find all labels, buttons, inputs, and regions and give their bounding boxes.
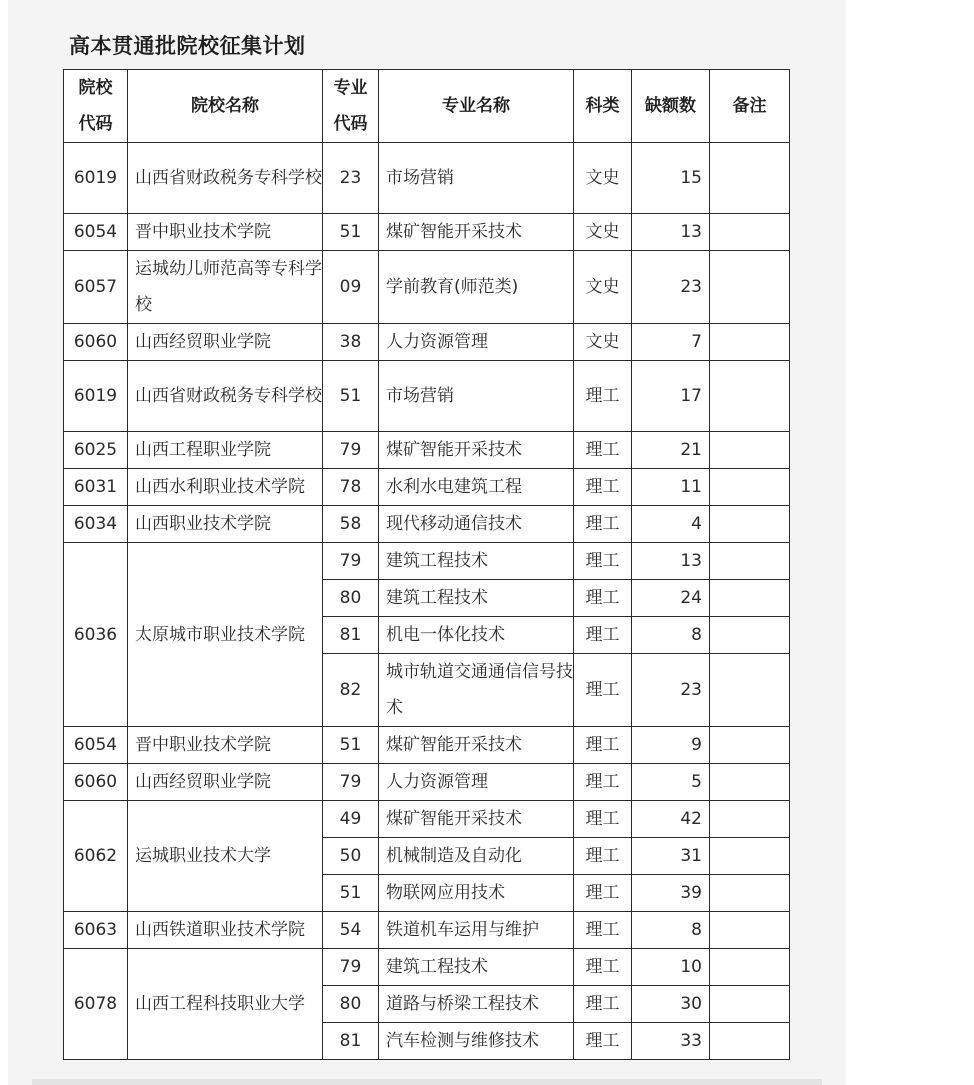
- category-cell: 文史: [574, 214, 632, 251]
- remark-cell: [710, 432, 790, 469]
- table-row: [64, 324, 790, 361]
- school-code-cell: 6062: [64, 801, 128, 912]
- category-cell: 理工: [574, 543, 632, 580]
- major-code-cell: 78: [323, 469, 379, 506]
- vacancy-cell: 7: [632, 324, 710, 361]
- category-cell: 理工: [574, 617, 632, 654]
- major-code-cell: 51: [323, 361, 379, 432]
- divider: [32, 1079, 822, 1085]
- category-cell: 文史: [574, 143, 632, 214]
- remark-cell: [710, 506, 790, 543]
- major-code-cell: 58: [323, 506, 379, 543]
- category-cell: 理工: [574, 764, 632, 801]
- vacancy-cell: 8: [632, 617, 710, 654]
- vacancy-cell: 10: [632, 949, 710, 986]
- table-row: [64, 801, 790, 838]
- major-code-cell: 23: [323, 143, 379, 214]
- table-row: [64, 506, 790, 543]
- school-code-cell: 6036: [64, 543, 128, 727]
- vacancy-cell: 21: [632, 432, 710, 469]
- major-name-cell: 煤矿智能开采技术: [379, 432, 574, 469]
- vacancy-cell: 13: [632, 543, 710, 580]
- header-major-code: 专业 代码: [323, 70, 379, 143]
- vacancy-cell: 13: [632, 214, 710, 251]
- major-code-cell: 51: [323, 214, 379, 251]
- major-name-cell: 人力资源管理: [379, 764, 574, 801]
- category-cell: 理工: [574, 949, 632, 986]
- major-name-cell: 铁道机车运用与维护: [379, 912, 574, 949]
- remark-cell: [710, 251, 790, 324]
- header-category: 科类: [574, 70, 632, 143]
- major-code-cell: 79: [323, 764, 379, 801]
- major-name-cell: 煤矿智能开采技术: [379, 727, 574, 764]
- category-cell: 文史: [574, 324, 632, 361]
- major-name-cell: 机电一体化技术: [379, 617, 574, 654]
- major-name-cell: 汽车检测与维修技术: [379, 1023, 574, 1060]
- vacancy-cell: 23: [632, 251, 710, 324]
- major-name-cell: 机械制造及自动化: [379, 838, 574, 875]
- school-code-cell: 6019: [64, 143, 128, 214]
- school-name-cell: 晋中职业技术学院: [128, 727, 323, 764]
- major-name-cell: 城市轨道交通通信信号技术: [379, 654, 574, 727]
- major-code-cell: 81: [323, 1023, 379, 1060]
- table-row: [64, 361, 790, 432]
- table-row: [64, 214, 790, 251]
- major-name-cell: 煤矿智能开采技术: [379, 214, 574, 251]
- school-name-cell: 山西水利职业技术学院: [128, 469, 323, 506]
- school-name-cell: 山西经贸职业学院: [128, 324, 323, 361]
- school-code-cell: 6025: [64, 432, 128, 469]
- major-code-cell: 38: [323, 324, 379, 361]
- school-name-cell: 山西省财政税务专科学校: [128, 143, 323, 214]
- vacancy-cell: 31: [632, 838, 710, 875]
- category-cell: 理工: [574, 361, 632, 432]
- major-code-cell: 51: [323, 875, 379, 912]
- school-code-cell: 6054: [64, 727, 128, 764]
- table-row: [64, 251, 790, 324]
- remark-cell: [710, 469, 790, 506]
- school-name-cell: 山西铁道职业技术学院: [128, 912, 323, 949]
- school-code-cell: 6057: [64, 251, 128, 324]
- header-school-code: 院校 代码: [64, 70, 128, 143]
- major-code-cell: 79: [323, 543, 379, 580]
- major-name-cell: 市场营销: [379, 361, 574, 432]
- major-code-cell: 49: [323, 801, 379, 838]
- major-code-cell: 80: [323, 986, 379, 1023]
- remark-cell: [710, 986, 790, 1023]
- category-cell: 理工: [574, 506, 632, 543]
- table-row: [64, 543, 790, 580]
- major-code-cell: 82: [323, 654, 379, 727]
- school-code-cell: 6060: [64, 764, 128, 801]
- category-cell: 理工: [574, 469, 632, 506]
- major-name-cell: 建筑工程技术: [379, 949, 574, 986]
- vacancy-cell: 42: [632, 801, 710, 838]
- major-code-cell: 54: [323, 912, 379, 949]
- vacancy-cell: 11: [632, 469, 710, 506]
- major-code-cell: 80: [323, 580, 379, 617]
- table-row: [64, 912, 790, 949]
- vacancy-cell: 17: [632, 361, 710, 432]
- vacancy-cell: 23: [632, 654, 710, 727]
- school-code-cell: 6054: [64, 214, 128, 251]
- header-vacancy: 缺额数: [632, 70, 710, 143]
- major-name-cell: 物联网应用技术: [379, 875, 574, 912]
- remark-cell: [710, 654, 790, 727]
- major-code-cell: 09: [323, 251, 379, 324]
- vacancy-cell: 9: [632, 727, 710, 764]
- vacancy-cell: 15: [632, 143, 710, 214]
- table-row: [64, 764, 790, 801]
- major-code-cell: 81: [323, 617, 379, 654]
- vacancy-cell: 4: [632, 506, 710, 543]
- table-header-row: [64, 70, 790, 143]
- school-code-cell: 6019: [64, 361, 128, 432]
- remark-cell: [710, 214, 790, 251]
- remark-cell: [710, 617, 790, 654]
- major-name-cell: 道路与桥梁工程技术: [379, 986, 574, 1023]
- school-name-cell: 山西经贸职业学院: [128, 764, 323, 801]
- major-name-cell: 水利水电建筑工程: [379, 469, 574, 506]
- page-title: 高本贯通批院校征集计划: [69, 34, 306, 58]
- category-cell: 理工: [574, 801, 632, 838]
- major-code-cell: 79: [323, 949, 379, 986]
- category-cell: 理工: [574, 875, 632, 912]
- vacancy-cell: 39: [632, 875, 710, 912]
- remark-cell: [710, 912, 790, 949]
- school-code-cell: 6063: [64, 912, 128, 949]
- remark-cell: [710, 875, 790, 912]
- category-cell: 理工: [574, 654, 632, 727]
- remark-cell: [710, 324, 790, 361]
- major-name-cell: 学前教育(师范类): [379, 251, 574, 324]
- category-cell: 理工: [574, 432, 632, 469]
- school-code-cell: 6034: [64, 506, 128, 543]
- admission-plan-table: [63, 69, 790, 1060]
- major-name-cell: 建筑工程技术: [379, 543, 574, 580]
- category-cell: 理工: [574, 838, 632, 875]
- table-row: [64, 949, 790, 986]
- remark-cell: [710, 1023, 790, 1060]
- table-row: [64, 432, 790, 469]
- school-code-cell: 6078: [64, 949, 128, 1060]
- table-row: [64, 143, 790, 214]
- category-cell: 理工: [574, 912, 632, 949]
- category-cell: 文史: [574, 251, 632, 324]
- school-name-cell: 山西工程职业学院: [128, 432, 323, 469]
- major-name-cell: 煤矿智能开采技术: [379, 801, 574, 838]
- school-name-cell: 运城幼儿师范高等专科学校: [128, 251, 323, 324]
- remark-cell: [710, 361, 790, 432]
- school-name-cell: 山西工程科技职业大学: [128, 949, 323, 1060]
- header-major-name: 专业名称: [379, 70, 574, 143]
- major-name-cell: 人力资源管理: [379, 324, 574, 361]
- header-remark: 备注: [710, 70, 790, 143]
- remark-cell: [710, 543, 790, 580]
- school-name-cell: 太原城市职业技术学院: [128, 543, 323, 727]
- category-cell: 理工: [574, 580, 632, 617]
- vacancy-cell: 5: [632, 764, 710, 801]
- school-name-cell: 山西省财政税务专科学校: [128, 361, 323, 432]
- remark-cell: [710, 801, 790, 838]
- remark-cell: [710, 764, 790, 801]
- school-code-cell: 6060: [64, 324, 128, 361]
- table-row: [64, 727, 790, 764]
- table-row: [64, 469, 790, 506]
- vacancy-cell: 24: [632, 580, 710, 617]
- remark-cell: [710, 838, 790, 875]
- vacancy-cell: 33: [632, 1023, 710, 1060]
- category-cell: 理工: [574, 727, 632, 764]
- remark-cell: [710, 727, 790, 764]
- category-cell: 理工: [574, 1023, 632, 1060]
- school-name-cell: 晋中职业技术学院: [128, 214, 323, 251]
- major-code-cell: 50: [323, 838, 379, 875]
- vacancy-cell: 30: [632, 986, 710, 1023]
- school-name-cell: 山西职业技术学院: [128, 506, 323, 543]
- major-name-cell: 现代移动通信技术: [379, 506, 574, 543]
- vacancy-cell: 8: [632, 912, 710, 949]
- school-name-cell: 运城职业技术大学: [128, 801, 323, 912]
- category-cell: 理工: [574, 986, 632, 1023]
- remark-cell: [710, 143, 790, 214]
- major-name-cell: 市场营销: [379, 143, 574, 214]
- major-code-cell: 51: [323, 727, 379, 764]
- major-code-cell: 79: [323, 432, 379, 469]
- header-school-name: 院校名称: [128, 70, 323, 143]
- remark-cell: [710, 580, 790, 617]
- major-name-cell: 建筑工程技术: [379, 580, 574, 617]
- school-code-cell: 6031: [64, 469, 128, 506]
- remark-cell: [710, 949, 790, 986]
